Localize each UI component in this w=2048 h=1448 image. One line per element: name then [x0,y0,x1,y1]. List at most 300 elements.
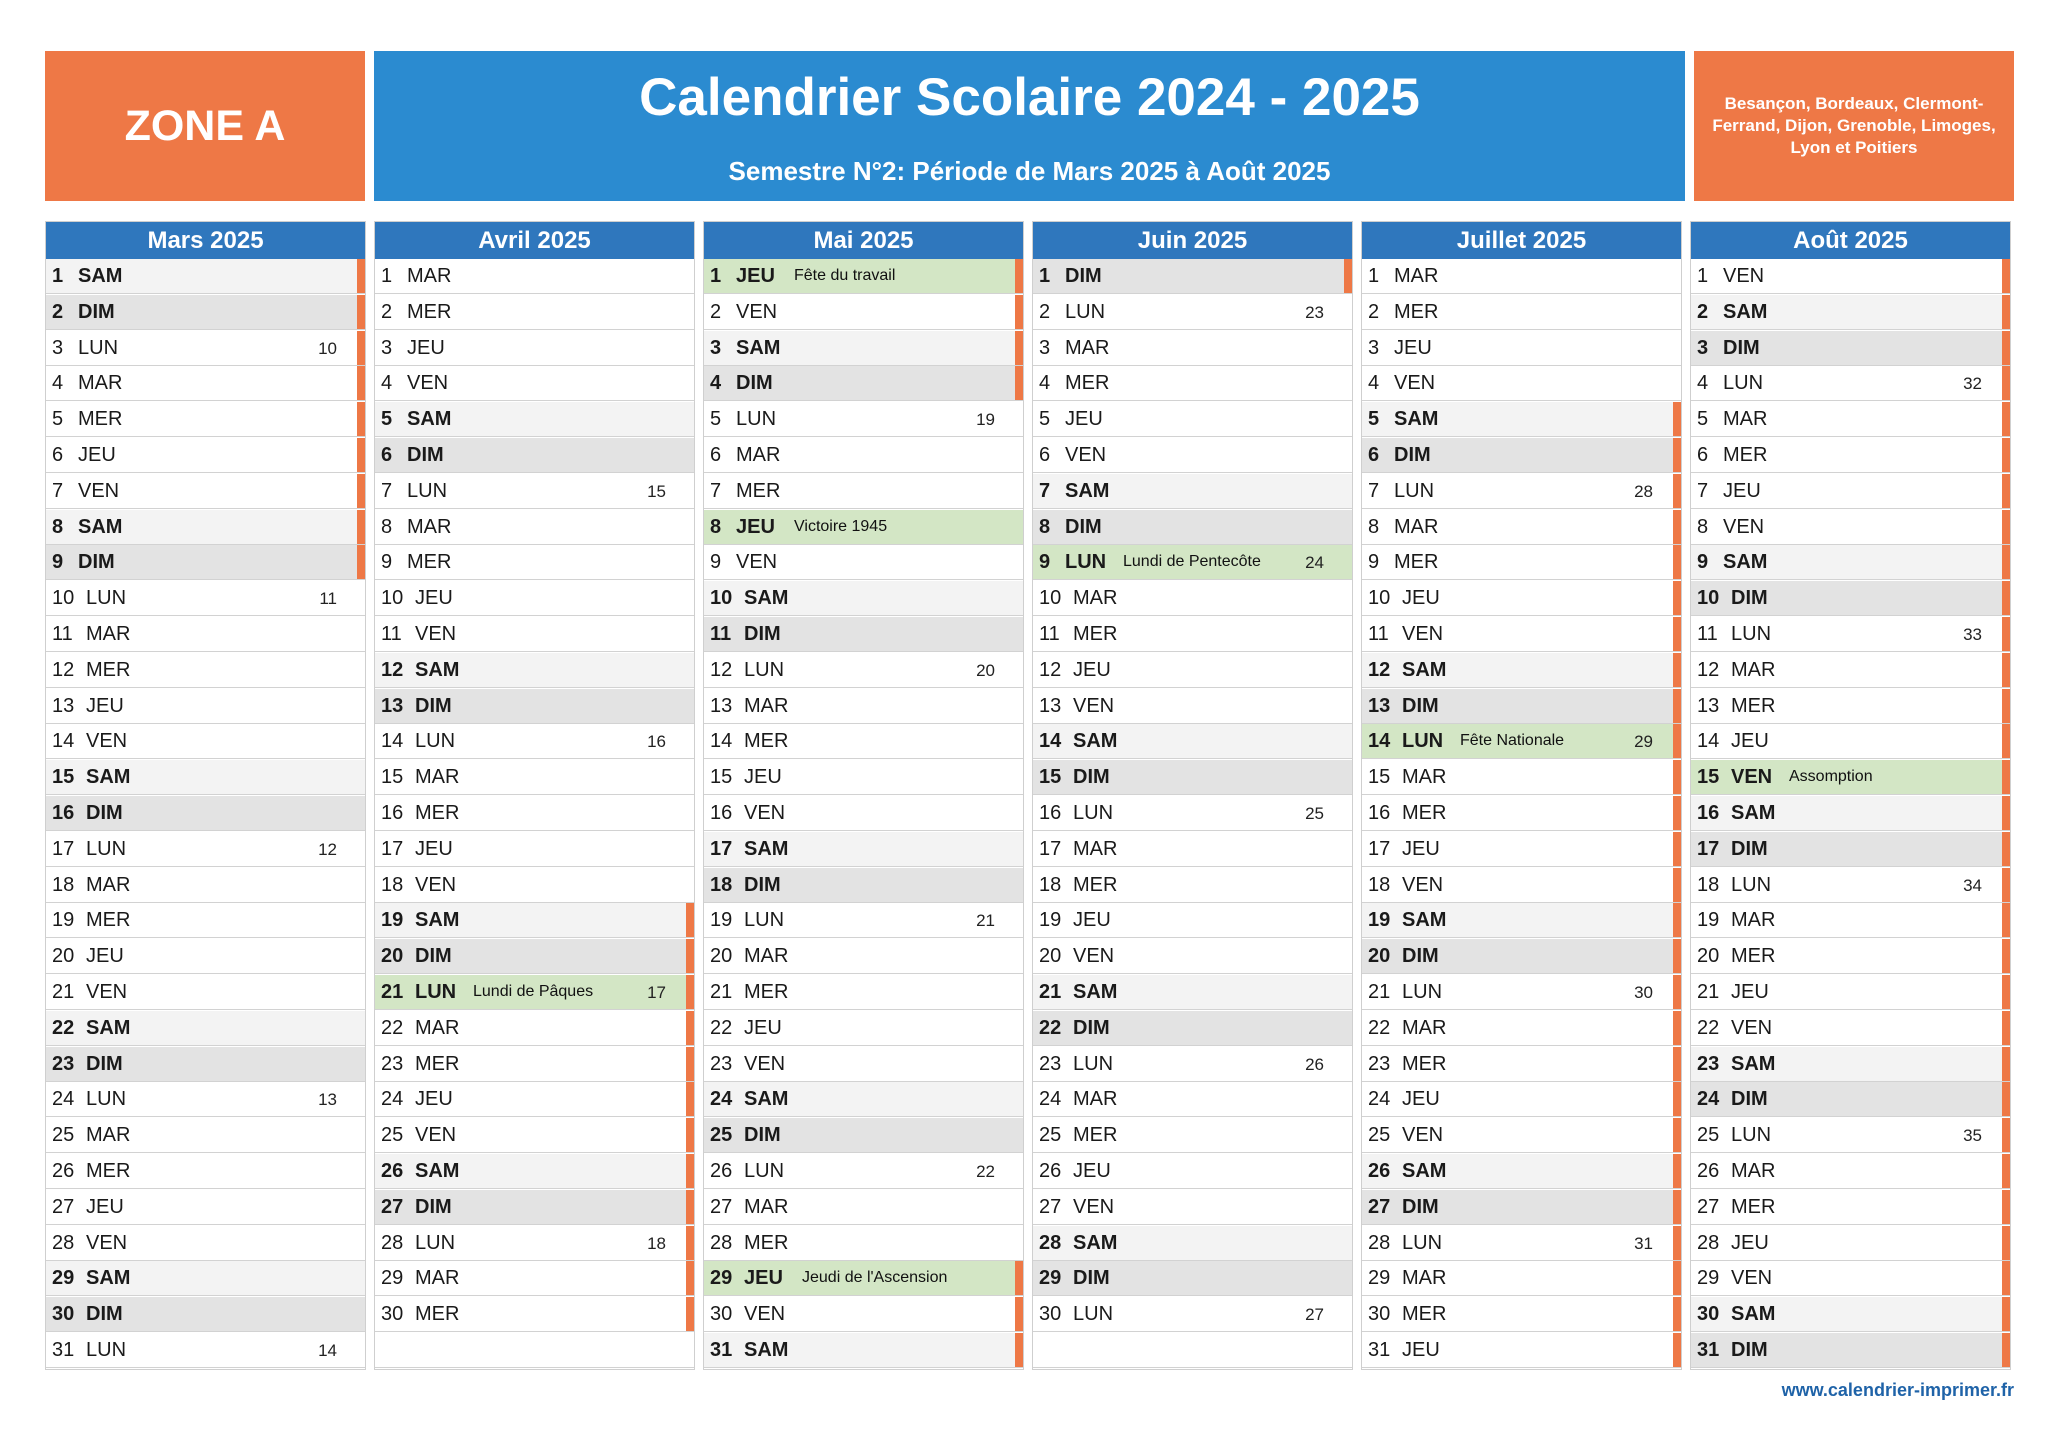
day-of-week: DIM [1731,1088,1768,1110]
day-number: 14 [1697,730,1720,752]
day-row [375,366,694,401]
day-row [1691,1154,2010,1189]
day-of-week: MAR [415,1267,460,1289]
day-row [1362,1333,1681,1368]
week-number: 35 [1963,1126,1982,1145]
vacation-marker [2002,653,2010,687]
day-number: 1 [52,265,64,287]
footer-url[interactable]: www.calendrier-imprimer.fr [1781,1380,2014,1400]
day-row [375,1226,694,1261]
day-number: 21 [1697,981,1720,1003]
day-number: 20 [1697,945,1720,967]
day-row [1691,868,2010,903]
day-of-week: MAR [415,766,460,788]
day-number: 19 [710,909,733,931]
day-number: 15 [381,766,404,788]
vacation-marker [1673,1261,1681,1295]
vacation-marker [357,402,365,436]
day-number: 17 [381,838,404,860]
day-row [1033,1047,1352,1082]
day-number: 1 [710,265,722,287]
vacation-marker [2002,868,2010,902]
day-of-week: DIM [1731,587,1768,609]
day-number: 5 [52,408,64,430]
day-row [704,939,1023,974]
day-number: 14 [1368,730,1391,752]
day-of-week: MER [744,1232,789,1254]
vacation-marker [357,438,365,472]
day-number: 6 [1368,444,1380,466]
holiday-label: Lundi de Pentecôte [1123,553,1261,570]
day-row [1362,259,1681,294]
vacation-marker [2002,1297,2010,1331]
vacation-marker [686,975,694,1009]
day-row [1691,1333,2010,1368]
day-row [704,366,1023,401]
week-number: 11 [319,589,337,608]
day-row [1691,1047,2010,1082]
day-of-week: DIM [78,551,115,573]
day-number: 30 [710,1303,733,1325]
vacation-marker [686,1118,694,1152]
day-of-week: VEN [1394,372,1436,394]
day-number: 25 [1697,1124,1720,1146]
day-row [46,1261,365,1296]
vacation-marker [357,545,365,579]
day-row [1033,1297,1352,1332]
day-row [46,832,365,867]
day-number: 9 [381,551,393,573]
vacation-marker [1673,545,1681,579]
day-of-week: DIM [78,301,115,323]
day-of-week: VEN [1073,945,1115,967]
day-number: 1 [1368,265,1380,287]
day-number: 31 [1697,1339,1720,1361]
day-number: 21 [52,981,75,1003]
day-number: 8 [1039,516,1051,538]
zone-label: ZONE A [45,51,365,201]
vacation-marker [2002,295,2010,329]
day-number: 29 [381,1267,404,1289]
day-number: 9 [1039,551,1051,573]
day-number: 13 [381,695,404,717]
page-title: Calendrier Scolaire 2024 - 2025 [639,68,1420,127]
week-number: 13 [318,1090,337,1109]
day-of-week: JEU [744,1267,783,1289]
day-number: 13 [1697,695,1720,717]
day-row [46,1190,365,1225]
day-of-week: SAM [1402,1160,1447,1182]
day-of-week: MER [415,802,460,824]
vacation-marker [357,474,365,508]
day-of-week: JEU [86,945,124,967]
day-of-week: LUN [1731,874,1772,896]
day-number: 20 [1039,945,1062,967]
day-of-week: VEN [415,623,457,645]
day-row [1691,259,2010,294]
day-row [375,438,694,473]
day-number: 5 [1697,408,1709,430]
week-number: 23 [1305,303,1324,322]
day-row [46,366,365,401]
day-row [46,1011,365,1046]
day-of-week: VEN [736,551,778,573]
vacation-marker [1673,474,1681,508]
day-number: 27 [710,1196,733,1218]
day-row [375,653,694,688]
vacation-marker [686,1190,694,1224]
day-of-week: MAR [86,874,131,896]
day-number: 24 [1368,1088,1391,1110]
day-of-week: MAR [1394,516,1439,538]
day-row [1362,724,1681,759]
vacation-marker [2002,1226,2010,1260]
day-number: 4 [52,372,64,394]
week-number: 32 [1963,374,1982,393]
day-number: 23 [381,1053,404,1075]
day-of-week: JEU [744,766,782,788]
day-row [375,975,694,1010]
day-row [704,975,1023,1010]
day-number: 17 [1697,838,1720,860]
day-of-week: DIM [86,1303,123,1325]
day-number: 24 [52,1088,75,1110]
day-of-week: JEU [407,337,445,359]
week-number: 29 [1634,732,1653,751]
day-row [1691,760,2010,795]
vacation-marker [2002,259,2010,293]
day-of-week: DIM [1065,516,1102,538]
day-row [1691,689,2010,724]
day-number: 8 [52,516,64,538]
day-number: 6 [381,444,393,466]
day-number: 5 [710,408,722,430]
day-row [1691,796,2010,831]
day-row [704,1226,1023,1261]
day-number: 18 [381,874,404,896]
day-of-week: LUN [415,981,457,1003]
day-row [704,903,1023,938]
day-of-week: MER [736,480,781,502]
day-number: 5 [1039,408,1051,430]
day-number: 2 [381,301,393,323]
day-row [704,760,1023,795]
vacation-marker [2002,1082,2010,1116]
day-number: 3 [1697,337,1709,359]
day-of-week: MAR [1073,587,1118,609]
day-of-week: MAR [86,1124,131,1146]
day-row [46,617,365,652]
vacation-marker [2002,545,2010,579]
day-number: 22 [1368,1017,1391,1039]
vacation-marker [2002,1154,2010,1188]
day-row [1691,653,2010,688]
day-number: 10 [52,587,75,609]
day-row [704,581,1023,616]
day-of-week: MAR [407,516,452,538]
day-row [46,331,365,366]
day-of-week: MAR [1073,838,1118,860]
week-number: 17 [647,983,666,1002]
week-number: 28 [1634,482,1653,501]
day-row [1033,581,1352,616]
day-number: 4 [381,372,393,394]
day-number: 26 [1368,1160,1391,1182]
day-row [1033,903,1352,938]
vacation-marker [1344,259,1352,293]
page-subtitle: Semestre N°2: Période de Mars 2025 à Août 2025 [728,156,1331,186]
day-number: 19 [1039,909,1062,931]
day-row [1691,975,2010,1010]
day-number: 28 [710,1232,733,1254]
day-of-week: MER [78,408,123,430]
day-of-week: VEN [1073,695,1115,717]
day-row [375,259,694,294]
day-row [46,474,365,509]
day-row [1362,796,1681,831]
day-number: 18 [1697,874,1720,896]
day-row [1691,1261,2010,1296]
week-number: 20 [976,661,995,680]
day-row [1033,366,1352,401]
day-row [1691,510,2010,545]
day-list [704,259,1023,1369]
day-row [1691,1226,2010,1261]
day-of-week: MER [407,301,452,323]
day-of-week: LUN [1402,981,1443,1003]
day-row [375,760,694,795]
vacation-marker [2002,1190,2010,1224]
day-number: 3 [52,337,64,359]
day-of-week: JEU [415,587,453,609]
day-number: 25 [1039,1124,1062,1146]
month-column [374,221,695,1370]
day-number: 8 [381,516,393,538]
day-of-week: MAR [744,1196,789,1218]
day-of-week: LUN [1073,1303,1114,1325]
day-row [704,868,1023,903]
day-number: 22 [52,1017,75,1039]
day-number: 22 [710,1017,733,1039]
day-row [704,1154,1023,1189]
day-number: 8 [710,516,722,538]
vacation-marker [2002,617,2010,651]
day-row [1033,617,1352,652]
day-row [704,653,1023,688]
day-row [46,259,365,294]
day-row [46,1333,365,1368]
day-of-week: SAM [744,1088,789,1110]
week-number: 25 [1305,804,1324,823]
day-number: 17 [710,838,733,860]
day-row [704,438,1023,473]
day-number: 18 [1368,874,1391,896]
day-of-week: MAR [1065,337,1110,359]
vacation-marker [686,903,694,937]
day-of-week: DIM [744,874,781,896]
vacation-marker [686,939,694,973]
vacation-marker [1673,832,1681,866]
day-of-week: DIM [407,444,444,466]
day-of-week: MER [744,730,789,752]
day-number: 15 [1039,766,1062,788]
month-column [1361,221,1682,1370]
day-of-week: JEU [1073,1160,1111,1182]
day-row [46,402,365,437]
day-of-week: MER [415,1053,460,1075]
day-of-week: MAR [744,945,789,967]
day-row [704,689,1023,724]
day-number: 7 [52,480,64,502]
day-of-week: JEU [736,265,775,287]
day-of-week: LUN [744,909,785,931]
day-number: 29 [52,1267,75,1289]
vacation-marker [1673,724,1681,758]
day-of-week: VEN [1723,265,1765,287]
day-row [46,724,365,759]
day-number: 4 [1697,372,1709,394]
day-row [46,689,365,724]
day-of-week: DIM [415,945,452,967]
day-row [1033,1261,1352,1296]
empty-row [375,1333,694,1368]
day-of-week: LUN [1731,1124,1772,1146]
day-row [704,1261,1023,1296]
day-number: 6 [1039,444,1051,466]
day-row [1033,1154,1352,1189]
day-row [46,796,365,831]
day-number: 2 [710,301,722,323]
vacation-marker [1015,259,1023,293]
day-row [375,689,694,724]
vacation-marker [1673,689,1681,723]
vacation-marker [2002,939,2010,973]
day-of-week: VEN [1065,444,1107,466]
day-number: 27 [381,1196,404,1218]
day-row [1362,689,1681,724]
vacation-marker [686,1226,694,1260]
day-of-week: MER [1402,1053,1447,1075]
day-number: 9 [1368,551,1380,573]
day-row [1362,366,1681,401]
day-number: 1 [1039,265,1051,287]
vacation-marker [1673,975,1681,1009]
day-row [1362,438,1681,473]
day-of-week: SAM [1394,408,1439,430]
day-of-week: DIM [736,372,773,394]
day-number: 5 [1368,408,1380,430]
day-number: 16 [381,802,404,824]
day-of-week: MAR [1402,1267,1447,1289]
day-row [1033,474,1352,509]
day-number: 16 [1697,802,1720,824]
day-number: 6 [710,444,722,466]
day-number: 21 [1039,981,1062,1003]
vacation-marker [1673,581,1681,615]
holiday-label: Fête du travail [794,267,896,284]
holiday-label: Jeudi de l'Ascension [802,1269,948,1286]
vacation-marker [1673,1082,1681,1116]
vacation-marker [357,331,365,365]
day-number: 31 [710,1339,733,1361]
day-number: 17 [1039,838,1062,860]
day-of-week: MER [1394,301,1439,323]
day-number: 13 [1368,695,1391,717]
day-number: 4 [710,372,722,394]
day-of-week: DIM [1731,1339,1768,1361]
day-number: 3 [381,337,393,359]
day-number: 23 [1368,1053,1391,1075]
day-of-week: LUN [86,1339,127,1361]
day-number: 25 [710,1124,733,1146]
day-row [375,939,694,974]
day-of-week: VEN [1731,766,1773,788]
day-row [46,975,365,1010]
day-row [46,653,365,688]
day-row [1033,796,1352,831]
day-of-week: LUN [415,1232,456,1254]
day-number: 6 [1697,444,1709,466]
month-header: Mai 2025 [704,222,1023,259]
day-number: 30 [1368,1303,1391,1325]
day-of-week: VEN [86,730,128,752]
day-number: 31 [1368,1339,1391,1361]
day-of-week: SAM [1731,1053,1776,1075]
vacation-marker [2002,689,2010,723]
day-row [1362,331,1681,366]
day-row [375,868,694,903]
day-number: 15 [52,766,75,788]
week-number: 16 [647,732,666,751]
day-row [46,438,365,473]
day-number: 6 [52,444,64,466]
day-of-week: LUN [1065,301,1106,323]
vacation-marker [2002,510,2010,544]
day-number: 18 [52,874,75,896]
day-row [375,832,694,867]
day-number: 9 [52,551,64,573]
week-number: 33 [1963,625,1982,644]
day-of-week: MER [1073,623,1118,645]
vacation-marker [1673,1333,1681,1367]
day-of-week: JEU [415,838,453,860]
day-row [46,581,365,616]
day-row [1362,474,1681,509]
day-of-week: DIM [1402,945,1439,967]
day-of-week: SAM [1065,480,1110,502]
day-number: 11 [710,623,732,645]
day-of-week: DIM [744,623,781,645]
day-row [1362,1011,1681,1046]
day-of-week: LUN [407,480,448,502]
day-of-week: MER [86,659,131,681]
vacation-marker [686,1297,694,1331]
title-banner [374,51,1685,201]
day-row [1033,1082,1352,1117]
day-of-week: MAR [86,623,131,645]
week-number: 18 [647,1234,666,1253]
day-of-week: DIM [86,802,123,824]
day-row [46,1154,365,1189]
vacation-marker [1673,868,1681,902]
day-of-week: MER [744,981,789,1003]
holiday-label: Assomption [1789,768,1873,785]
day-of-week: MER [1394,551,1439,573]
day-row [375,617,694,652]
day-number: 7 [1039,480,1051,502]
day-row [1691,545,2010,580]
day-number: 13 [52,695,75,717]
